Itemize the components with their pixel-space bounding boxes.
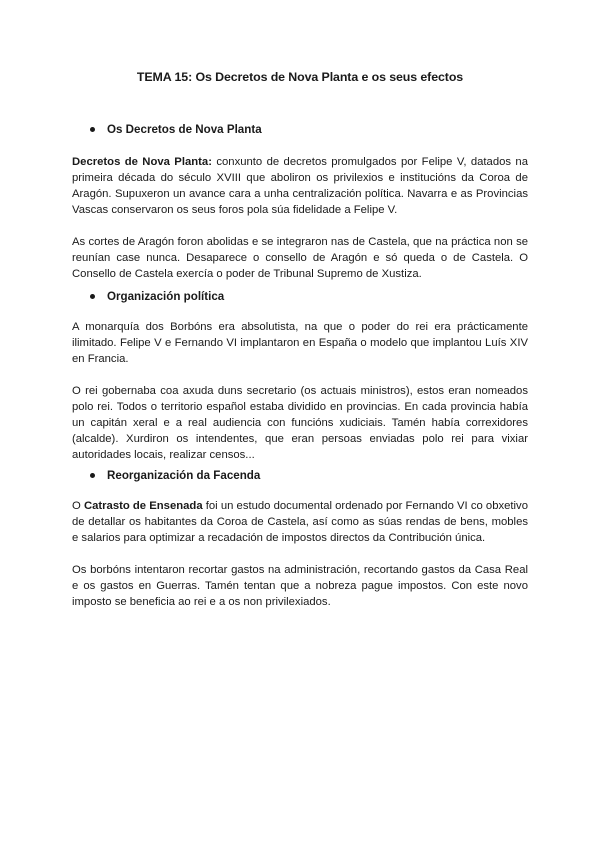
section-heading-label: Reorganización da Facenda xyxy=(107,468,261,482)
section-heading xyxy=(90,466,528,484)
paragraph: A monarquía dos Borbóns era absolutista, na que o poder do rei era prácticamente ilimitado. Felipe V e Fernando VI implantaron en España o modelo que implantou Luís XIV en Francia. xyxy=(72,321,528,365)
paragraph: As cortes de Aragón foron abolidas e se integraron nas de Castela, que na práctica non se reunían case nunca. Desaparece o consello de Aragón e só queda o de Castela. O Consello de Castela exercía o poder de Tribunal Supremo de Xustiza. xyxy=(72,236,528,280)
bullet-icon xyxy=(90,127,95,132)
section-heading-label: Os Decretos de Nova Planta xyxy=(107,122,262,136)
section-heading xyxy=(90,287,528,305)
bullet-icon xyxy=(90,473,95,478)
bullet-icon xyxy=(90,294,95,299)
document-title: TEMA 15: Os Decretos de Nova Planta e os seus efectos xyxy=(136,70,464,84)
section-heading-label: Organización política xyxy=(107,289,225,303)
paragraph: O rei gobernaba coa axuda duns secretario (os actuais ministros), estos eran nomeados polo rei. Todos o territorio español estaba dividido en provincias. En cada provincia había un capitán xeral e a real audiencia con funcións xudiciais. Tamén había correxidores (alcalde). Xurdiron os intendentes, que eran persoas enviadas polo rei para vixiar autoridades locais, realizar censos... xyxy=(72,385,528,461)
paragraph: O Catrasto de Ensenada foi un estudo documental ordenado por Fernando VI co obxetivo de detallar os habitantes da Coroa de Castela, así como as súas rendas de bens, mobles e salarios para optimizar a recadación de impostos directos da Contribución única. xyxy=(72,500,528,544)
paragraph: Os borbóns intentaron recortar gastos na administración, recortando gastos da Casa Real e os gastos en Guerras. Tamén tentan que a nobreza pague impostos. Con este novo imposto se beneficia ao rei e a os non privilexiados. xyxy=(72,564,528,608)
section-heading xyxy=(90,120,528,138)
bold-term: Catrasto de Ensenada xyxy=(83,500,203,512)
section-facenda xyxy=(72,466,528,610)
bold-term: Decretos de Nova Planta: xyxy=(72,156,212,168)
section-organizacion xyxy=(72,287,528,463)
section-decretos xyxy=(72,120,528,282)
paragraph: Decretos de Nova Planta: conxunto de decretos promulgados por Felipe V, datados na primeira década do século XVIII que aboliron os privilexios e institucións da Coroa de Aragón. Supuxeron un avance cara a unha centralización política. Navarra e as Provincias Vascas conservaron os seus foros pola súa fidelidade a Felipe V. xyxy=(72,156,528,216)
